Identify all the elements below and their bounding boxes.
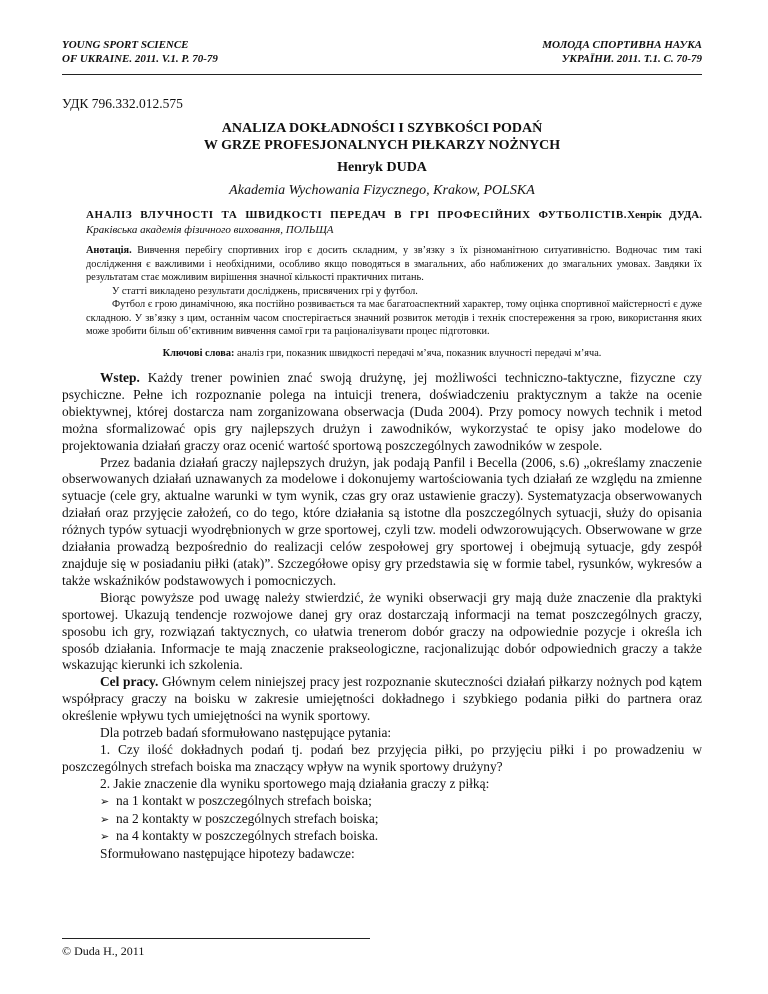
arrow-bullet-icon: ➢	[100, 812, 110, 826]
running-header	[62, 38, 702, 75]
body-paragraph	[62, 674, 702, 725]
body-paragraph	[62, 370, 702, 455]
annotation-label: Анотація.	[86, 245, 132, 256]
list-item: ➢ na 1 kontakt w poszczególnych strefach boiska;	[62, 793, 702, 811]
annotation-text-1: Вивчення перебігу спортивних ігор є досить складним, у зв’язку з їх різноманітною ситуативністю. Водночас тим такі дослідження є важливими і необхідними, особливо якщо поводяться в змагальних, або наближених до змагальних умовах. Завдяки їх результатам стає можливим вирішення значної кількості практичних питань.	[86, 245, 703, 283]
list-item: ➢ na 4 kontakty w poszczególnych strefach boiska.	[62, 828, 702, 846]
keywords-text: аналіз гри, показник швидкості передачі м’яча, показник влучності передачі м’яча.	[237, 348, 602, 359]
title-line1: ANALIZA DOKŁADNOŚCI I SZYBKOŚCI PODAŃ	[221, 121, 543, 136]
keywords-label: Ключові слова:	[162, 348, 235, 359]
list-item: ➢ na 2 kontakty w poszczególnych strefach boiska;	[62, 811, 702, 829]
body-paragraph: Sformułowano następujące hipotezy badawcze:	[100, 846, 355, 862]
footnote: © Duda H., 2011	[62, 944, 145, 958]
udk-code: УДК 796.332.012.575	[62, 96, 183, 111]
footnote-divider	[62, 938, 370, 939]
question-2: 2. Jakie znaczenie dla wyniku sportowego mają działania graczy z piłką:	[100, 775, 490, 791]
arrow-bullet-icon: ➢	[100, 794, 110, 808]
body-paragraph: Przez badania działań graczy najlepszych drużyn, jak podają Panfil i Becella (2006, s.6) „określamy znaczenie obserwowanych działań uznawanych za modelowe i dokonujemy wartościowania tych działań ze względu na zmienne sytuacje (cele gry, aktualne warunki w tym wynik, czas gry oraz ustawienie graczy). Systematyzacja obserwowanych działań oraz przyjęcie założeń, co do tego, które działania są istotne dla poszczególnych sytuacji, służy do opisania różnych typów sytuacji wyodrębnionych w grze sportowej, czyli tzw. modeli odwzorowujących. Obserwowane w grze działania prowadzą bezpośrednio do realizacji celów zespołowej gry sportowej i obejmują sytuacje, gdy zespół znajduje się w posiadaniu piłki (atak)”. Szczegółowe opisy gry przedstawia się w formie tabel, rysunków, wykresów a także wskaźników podstawowych i pomocniczych.	[62, 454, 702, 588]
ua-title: АНАЛІЗ ВЛУЧНОСТІ ТА ШВИДКОСТІ ПЕРЕДАЧ В ГРІ ПРОФЕСІЙНИХ ФУТБОЛІСТІВ.	[86, 209, 628, 221]
paper-title	[62, 120, 702, 154]
header-left-line2: OF UKRAINE. 2011. V.1. P. 70-79	[62, 53, 218, 65]
section-heading-wstep: Wstep.	[100, 370, 140, 385]
body-paragraph: Dla potrzeb badań sformułowano następujące pytania:	[100, 725, 392, 741]
arrow-bullet-icon: ➢	[100, 830, 110, 844]
body-paragraph: Biorąc powyższe pod uwagę należy stwierdzić, że wyniki obserwacji gry mają duże znaczenie dla praktyki sportowej. Ukazują tendencje rozwojowe danej gry oraz dostarczają informacji na temat poszczególnych graczy, sposobu ich gry, rozwiązań taktycznych, co ułatwia trenerom dobór graczy na odpowiednie pozycje i określa ich sposób działania. Informacje te mają znaczenie prakseologiczne, racjonalizując dobór odpowiednich graczy a także wskazując kierunki ich szkolenia.	[62, 589, 702, 673]
ukrainian-title-block	[86, 208, 702, 238]
ua-author: Хенрік ДУДА.	[627, 209, 702, 221]
section-heading-cel: Cel pracy.	[100, 674, 159, 690]
header-right	[542, 38, 702, 66]
annotation-p2: У статті викладено результати досліджень, присвячених грі у футбол.	[112, 285, 418, 297]
header-right-line2: УКРАЇНИ. 2011. Т.1. С. 70-79	[561, 53, 702, 65]
affiliation: Akademia Wychowania Fizycznego, Krakow, POLSKA	[229, 183, 535, 198]
article-body	[62, 370, 702, 863]
annotation-p1	[86, 244, 702, 285]
question-1: 1. Czy ilość dokładnych podań tj. podań bez przyjęcia piłki, po przyjęciu piłki i po prowadzeniu w poszczególnych strefach boiska ma znaczący wpływ na wynik sportowy drużyny?	[62, 741, 702, 774]
header-right-line1: МОЛОДА СПОРТИВНА НАУКА	[542, 39, 702, 51]
annotation-p3: Футбол є грою динамічною, яка постійно розвивається та має багатоаспектний характер, тому оцінка спортивної майстерності є дуже складною. У зв’язку з цим, останнім часом спостерігається значний розвиток методів і технік спостереження за грою, використання яких може зробити більш об’єктивним вивчення самої гри та раціоналізувати процес підготовки.	[86, 299, 702, 337]
author: Henryk DUDA	[337, 160, 427, 175]
keywords	[62, 348, 702, 359]
header-left-line1: YOUNG SPORT SCIENCE	[62, 39, 189, 51]
title-line2: W GRZE PROFESJONALNYCH PIŁKARZY NOŻNYCH	[203, 138, 561, 153]
body-text: Głównym celem niniejszej pracy jest rozpoznanie skuteczności działań piłkarzy nożnych pod kątem współpracy graczy na boisku w zakresie umiejętności dokładnego i szybkiego podania piłki do partnera oraz określenie wpływu tych umiejętności na wynik sportowy.	[62, 674, 702, 724]
body-text: Każdy trener powinien znać swoją drużynę, jej możliwości techniczno-taktyczne, fizyczne czy psychiczne. Pełne ich rozpoznanie polega na intuicji trenera, doświadczeniu praktycznym a także na ocenie obiektywnej, której dostarcza nam zorganizowana obserwacja (Duda 2004). Przy pomocy nowych technik i metod można sformalizować opis gry najlepszych drużyn i zawodników, wykorzystać te opisy jako modelowe do projektowania działań graczy oraz ocenić wartość sportową poszczególnych zawodników w zespole.	[62, 370, 702, 453]
annotation	[86, 244, 702, 339]
header-left	[62, 38, 218, 66]
ua-affiliation: Краківська академія фізичного виховання, ПОЛЬЩА	[86, 224, 334, 236]
